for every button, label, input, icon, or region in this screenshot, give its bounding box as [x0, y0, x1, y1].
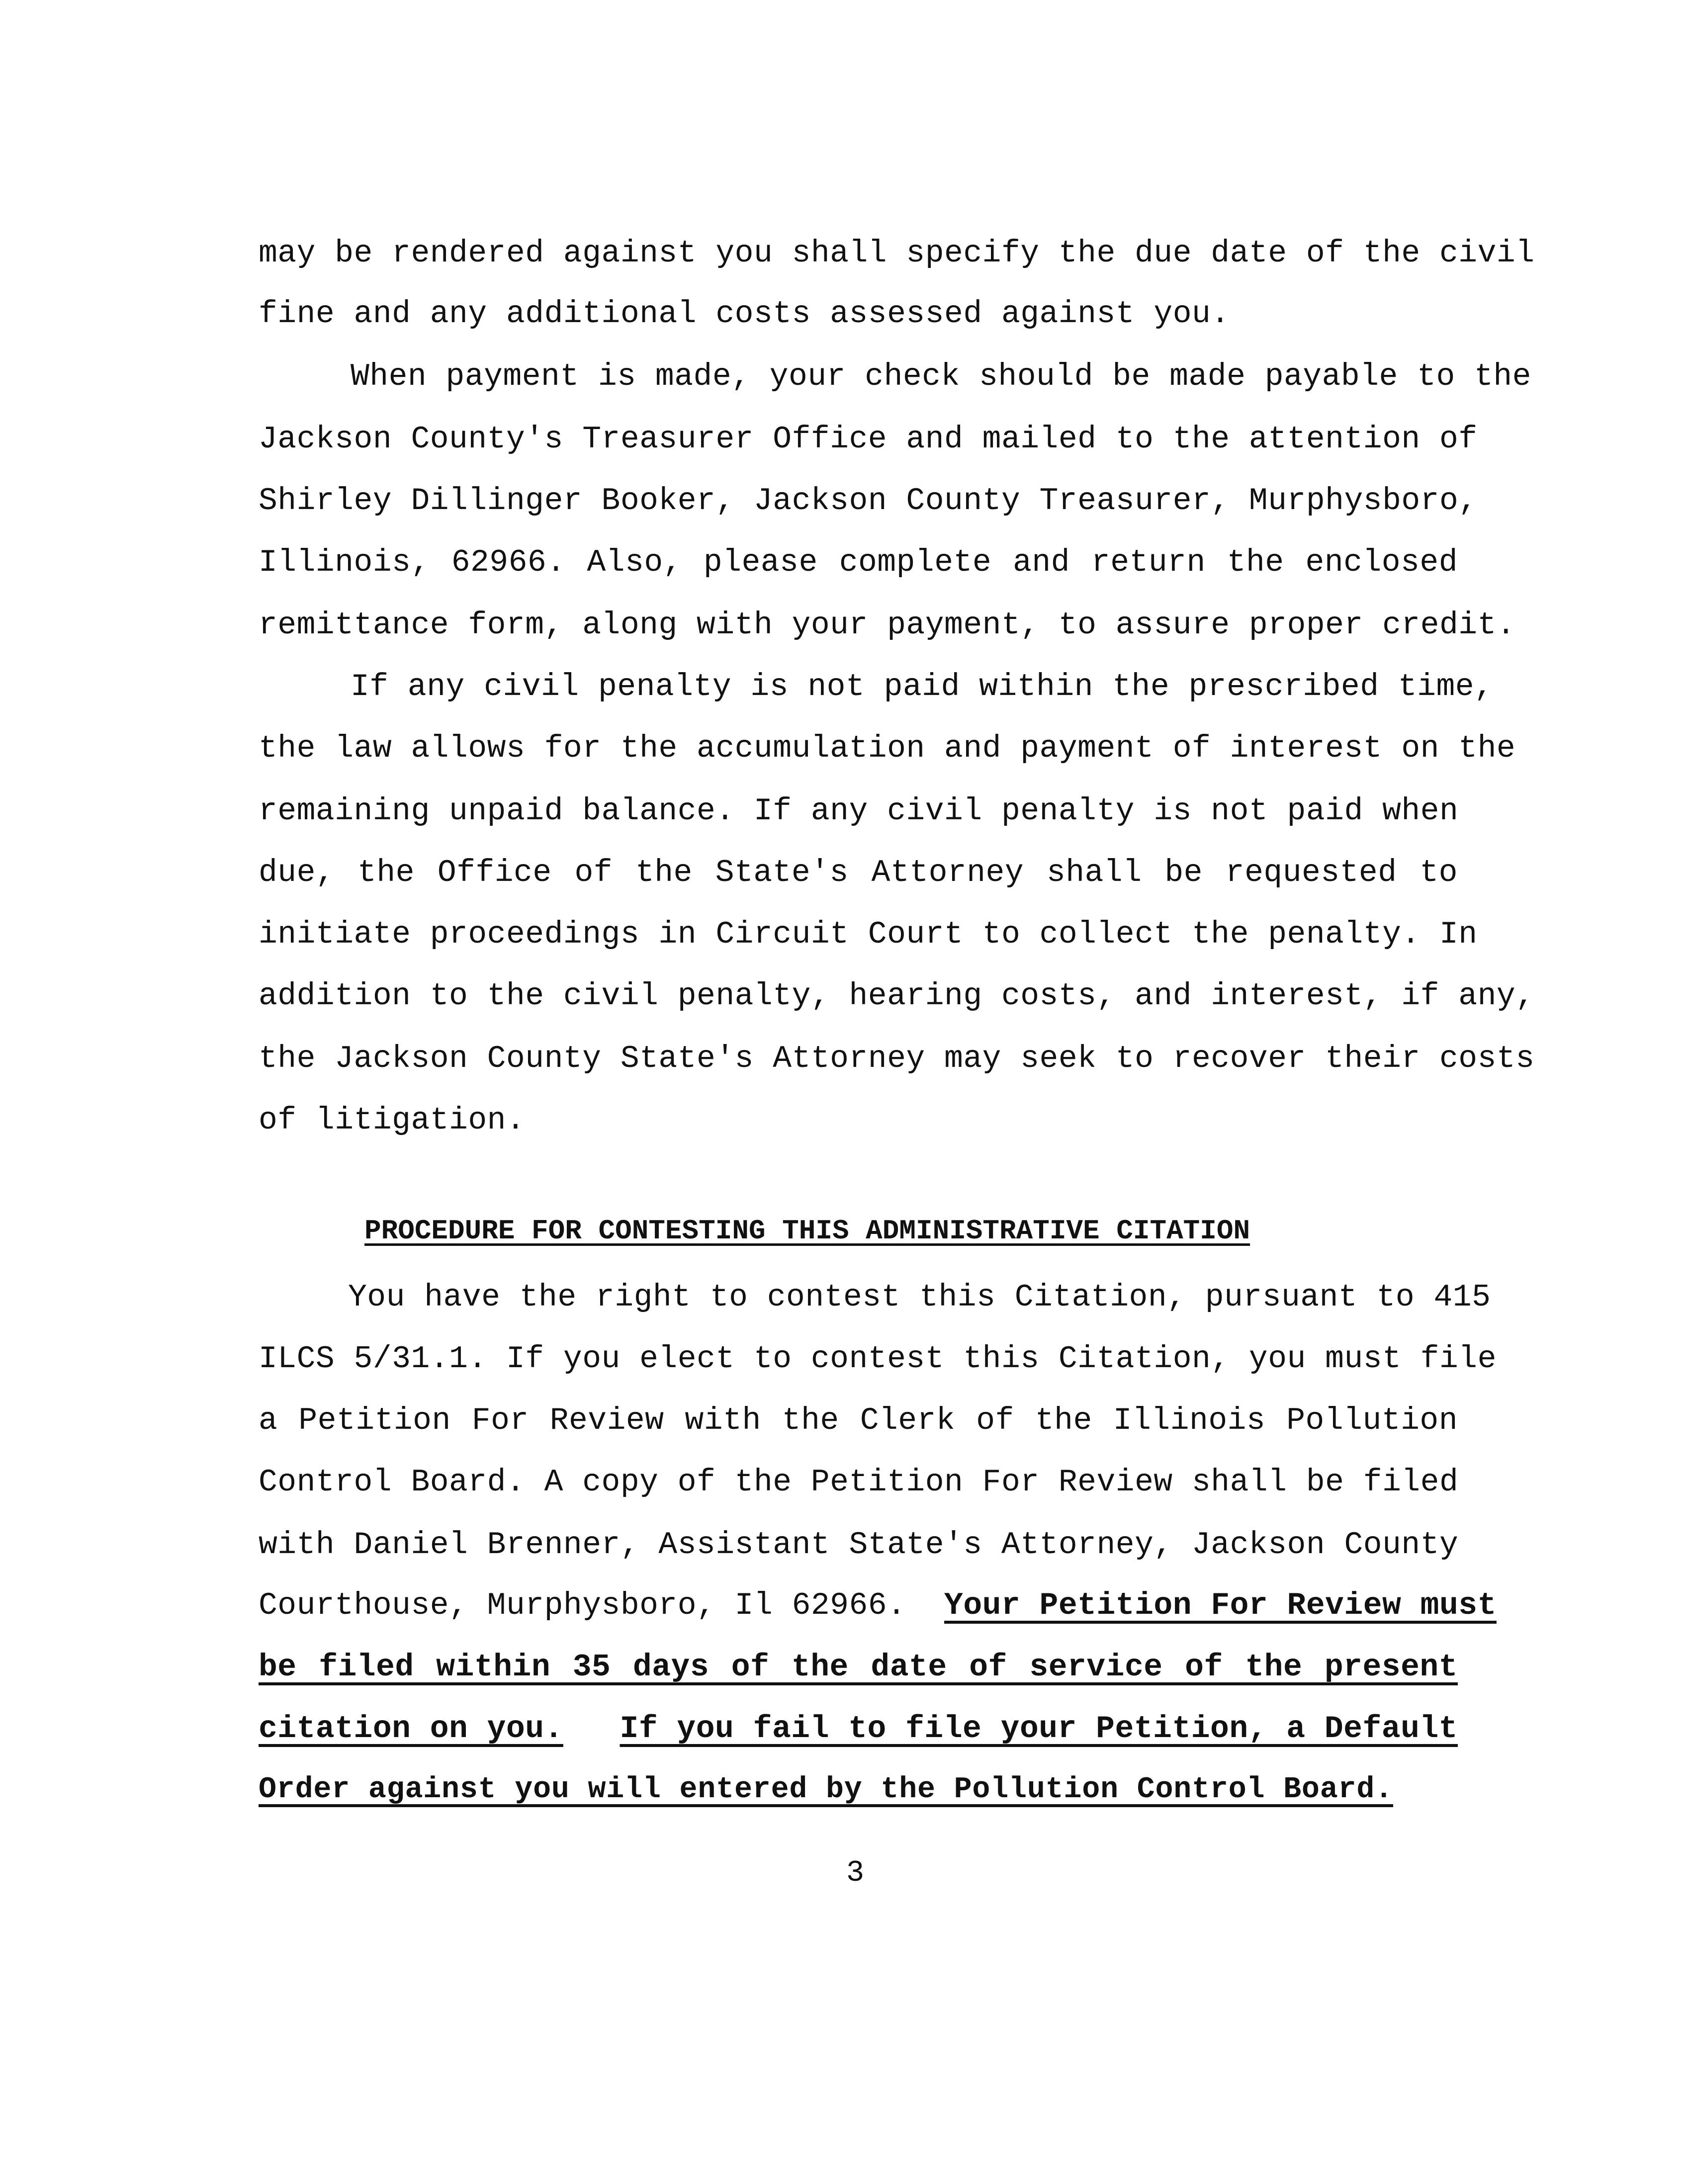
default-order-warning-final-line: Order against you will entered by the Pollution Control Board. [259, 1773, 1393, 1807]
paragraph-2-line-5: remittance form, along with your payment, to assure proper credit. [259, 608, 1516, 643]
paragraph-3-line-5: initiate proceedings in Circuit Court to collect the penalty. In [259, 917, 1478, 952]
paragraph-4-line-4: Control Board. A copy of the Petition For Review shall be filed [259, 1465, 1459, 1500]
paragraph-3-line-4: due, the Office of the State's Attorney shall be requested to [259, 855, 1458, 890]
paragraph-4-line-6-plain: Courthouse, Murphysboro, Il 62966. [259, 1588, 945, 1623]
paragraph-4-line-1: You have the right to contest this Citation, pursuant to 415 [348, 1280, 1491, 1315]
section-heading: PROCEDURE FOR CONTESTING THIS ADMINISTRATIVE CITATION [364, 1215, 1250, 1247]
paragraph-3-line-7: the Jackson County State's Attorney may seek to recover their costs [259, 1041, 1535, 1076]
paragraph-3-line-1: If any civil penalty is not paid within the prescribed time, [351, 669, 1494, 704]
paragraph-4-line-2: ILCS 5/31.1. If you elect to contest this Citation, you must file [259, 1341, 1497, 1377]
page-number: 3 [846, 1856, 865, 1890]
paragraph-4-line-8 [259, 1713, 1458, 1745]
paragraph-2-line-4: Illinois, 62966. Also, please complete and return the enclosed [259, 545, 1458, 580]
paragraph-3-line-2: the law allows for the accumulation and payment of interest on the [259, 731, 1516, 766]
default-order-warning-emphasis: If you fail to file your Petition, a Default [620, 1711, 1458, 1747]
paragraph-3-line-6: addition to the civil penalty, hearing costs, and interest, if any, [259, 978, 1535, 1014]
petition-deadline-emphasis-start: Your Petition For Review must [944, 1588, 1497, 1623]
paragraph-1-line-2: fine and any additional costs assessed against you. [259, 296, 1230, 332]
paragraph-4-line-5: with Daniel Brenner, Assistant State's Attorney, Jackson County [259, 1527, 1459, 1563]
paragraph-3-line-8: of litigation. [259, 1103, 526, 1138]
citation-on-you-emphasis: citation on you. [259, 1711, 563, 1747]
paragraph-2-line-2: Jackson County's Treasurer Office and mailed to the attention of [259, 422, 1478, 457]
paragraph-2-line-3: Shirley Dillinger Booker, Jackson County Treasurer, Murphysboro, [259, 483, 1478, 519]
paragraph-2-line-1: When payment is made, your check should be made payable to the [351, 359, 1531, 394]
paragraph-4-line-3: a Petition For Review with the Clerk of the Illinois Pollution [259, 1403, 1458, 1438]
petition-deadline-emphasis-line: be filed within 35 days of the date of service of the present [259, 1650, 1458, 1685]
paragraph-1-line-1: may be rendered against you shall specify the due date of the civil [259, 236, 1535, 271]
paragraph-4-line-6 [259, 1588, 1497, 1623]
paragraph-3-line-3: remaining unpaid balance. If any civil penalty is not paid when [259, 793, 1459, 829]
